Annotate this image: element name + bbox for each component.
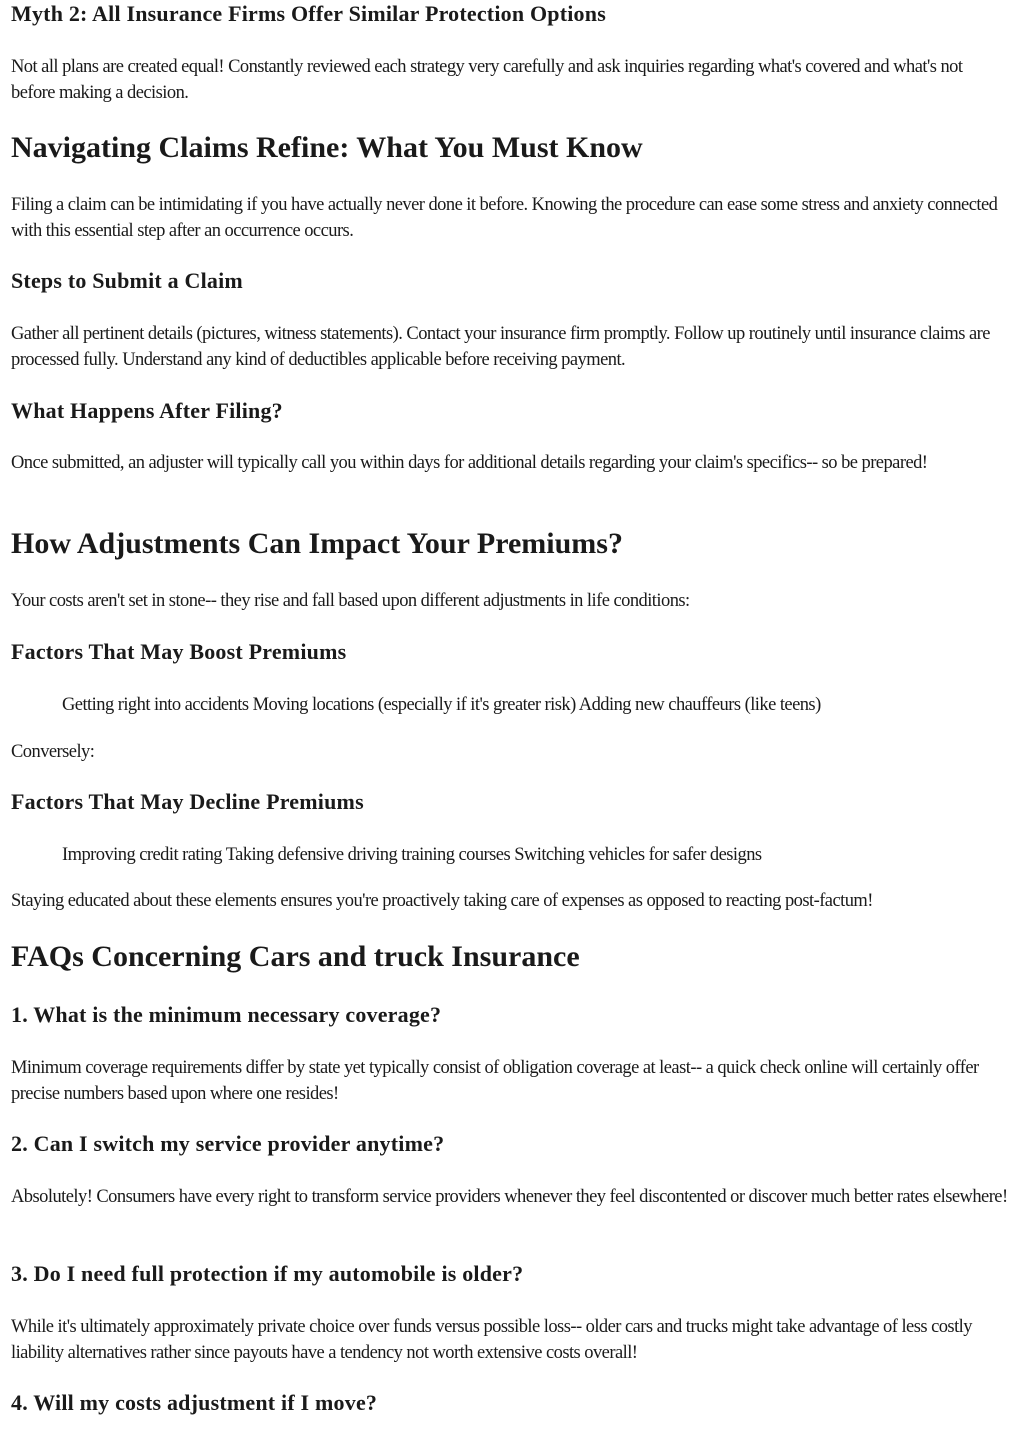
after-filing-heading: What Happens After Filing?	[11, 398, 283, 423]
after-filing-paragraph: Once submitted, an adjuster will typically call you within days for additional details regarding your claim's specifics-- so be prepared!	[11, 453, 928, 473]
premiums-heading: How Adjustments Can Impact Your Premiums?	[11, 527, 623, 560]
claims-paragraph: Filing a claim can be intimidating if you have actually never done it before. Knowing the procedure can ease some stress and anxiety connected with this essential step after an occurrence occurs.	[11, 195, 998, 241]
myth2-paragraph: Not all plans are created equal! Constantly reviewed each strategy very carefully and ask inquiries regarding what's covered and what's not before making a decision.	[11, 57, 963, 103]
conversely-text: Conversely:	[11, 742, 95, 762]
faq3-question: 3. Do I need full protection if my automobile is older?	[11, 1261, 524, 1286]
faq3-answer: While it's ultimately approximately private choice over funds versus possible loss-- older cars and trucks might take advantage of less costly liability alternatives rather since payouts have a tendency not worth extensive costs overall!	[11, 1317, 972, 1363]
educated-paragraph: Staying educated about these elements ensures you're proactively taking care of expenses as opposed to reacting post-factum!	[11, 891, 873, 911]
faq2-answer: Absolutely! Consumers have every right to transform service providers whenever they feel discontented or discover much better rates elsewhere!	[11, 1187, 1008, 1207]
boost-premiums-heading: Factors That May Boost Premiums	[11, 639, 347, 664]
boost-premiums-list: Getting right into accidents Moving locations (especially if it's greater risk) Adding new chauffeurs (like teens)	[62, 695, 821, 715]
decline-premiums-heading: Factors That May Decline Premiums	[11, 789, 364, 814]
claims-heading: Navigating Claims Refine: What You Must Know	[11, 131, 643, 164]
faq1-question: 1. What is the minimum necessary coverage?	[11, 1002, 442, 1027]
steps-heading: Steps to Submit a Claim	[11, 268, 243, 293]
faq-heading: FAQs Concerning Cars and truck Insurance	[11, 940, 580, 973]
faq1-answer: Minimum coverage requirements differ by state yet typically consist of obligation coverage at least-- a quick check online will certainly offer precise numbers based upon where one resides!	[11, 1058, 979, 1104]
faq4-question: 4. Will my costs adjustment if I move?	[11, 1390, 378, 1415]
premiums-paragraph: Your costs aren't set in stone-- they rise and fall based upon different adjustments in life conditions:	[11, 591, 690, 611]
steps-paragraph: Gather all pertinent details (pictures, witness statements). Contact your insurance firm promptly. Follow up routinely until insurance claims are processed fully. Understand any kind of deductibles applicable before receiving payment.	[11, 324, 990, 370]
faq2-question: 2. Can I switch my service provider anytime?	[11, 1131, 445, 1156]
decline-premiums-list: Improving credit rating Taking defensive driving training courses Switching vehicles for safer designs	[62, 845, 762, 865]
myth2-heading: Myth 2: All Insurance Firms Offer Similar Protection Options	[11, 1, 606, 26]
